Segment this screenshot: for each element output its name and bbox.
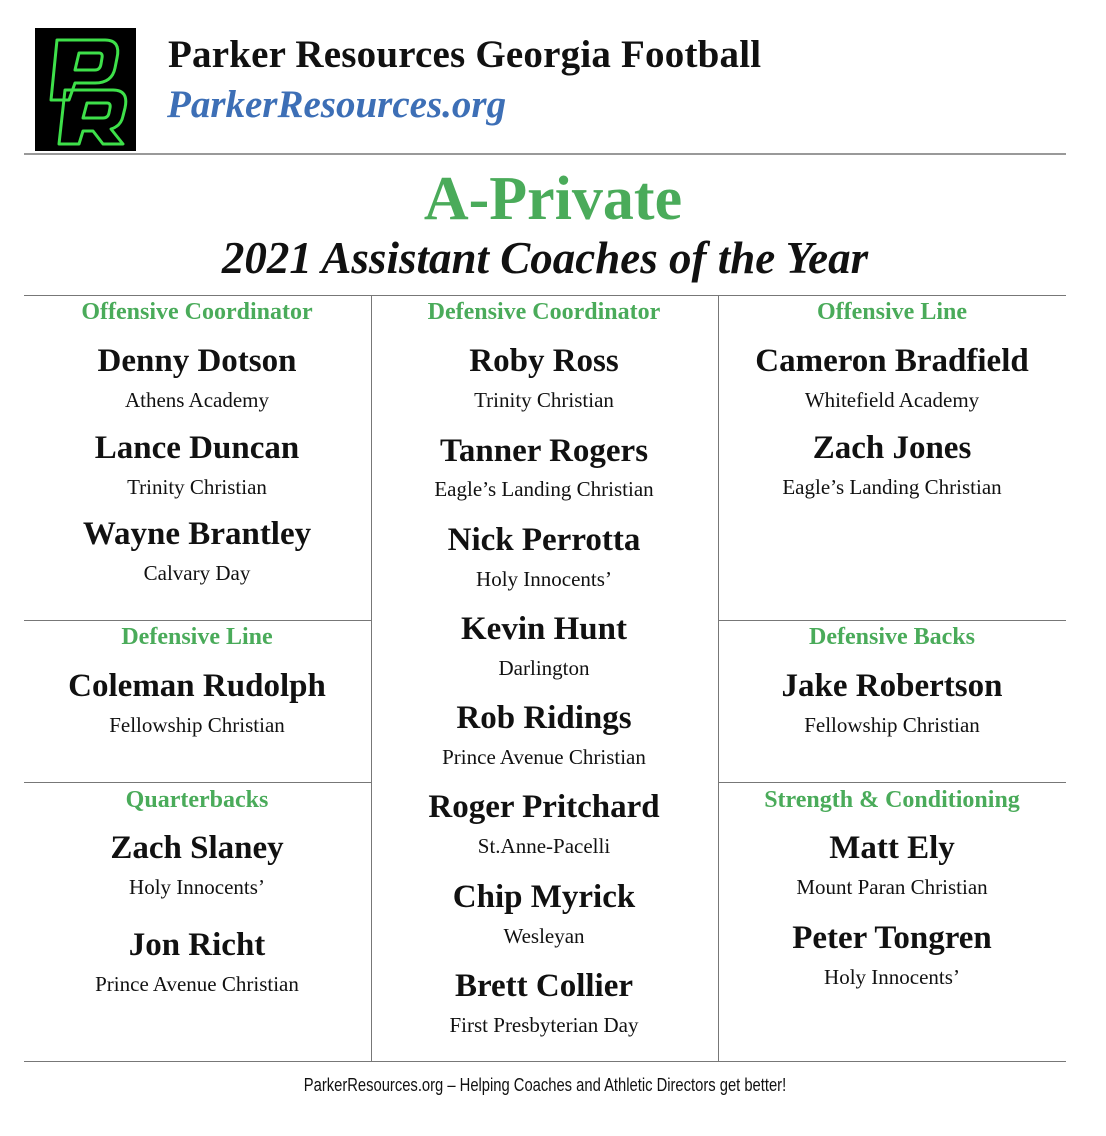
coach-school: First Presbyterian Day — [449, 1013, 639, 1037]
coach-name: Roby Ross — [469, 343, 619, 379]
footer-tagline: ParkerResources.org – Helping Coaches and Athletic Directors get better! — [303, 1075, 787, 1095]
division-title: A-Private — [423, 165, 683, 233]
coach-name: Jon Richt — [128, 927, 266, 963]
coach-name: Roger Pritchard — [428, 789, 660, 825]
org-title: Parker Resources Georgia Football — [168, 33, 762, 76]
coach-name: Peter Tongren — [792, 920, 992, 956]
coach-school: Fellowship Christian — [804, 713, 980, 737]
category-heading: Strength & Conditioning — [764, 787, 1020, 813]
coach-name: Wayne Brantley — [82, 516, 312, 552]
coach-name: Denny Dotson — [97, 343, 297, 379]
logo-mark — [35, 28, 136, 151]
category-heading: Defensive Line — [121, 624, 273, 650]
coach-school: Athens Academy — [124, 388, 270, 412]
coach-name: Zach Jones — [812, 430, 972, 466]
category-heading: Offensive Coordinator — [81, 299, 313, 325]
coach-name: Rob Ridings — [456, 700, 632, 736]
grid-top-rule — [24, 295, 1066, 296]
coach-school: Calvary Day — [143, 561, 251, 585]
coach-name: Coleman Rudolph — [68, 668, 326, 704]
coach-name: Nick Perrotta — [447, 522, 641, 558]
coach-name: Cameron Bradfield — [755, 343, 1029, 379]
coach-school: Wesleyan — [503, 924, 585, 948]
coach-name: Brett Collier — [454, 968, 634, 1004]
category-heading: Quarterbacks — [125, 787, 269, 813]
page-subtitle: 2021 Assistant Coaches of the Year — [221, 233, 869, 283]
left-section-divider-1 — [24, 620, 371, 621]
coach-school: Mount Paran Christian — [796, 875, 988, 899]
coach-school: Trinity Christian — [127, 475, 267, 499]
coach-name: Kevin Hunt — [461, 611, 627, 647]
grid-bottom-rule — [24, 1061, 1066, 1062]
coach-school: Holy Innocents’ — [129, 875, 265, 899]
coach-name: Tanner Rogers — [439, 433, 649, 469]
coach-school: Prince Avenue Christian — [95, 972, 299, 996]
coach-school: Holy Innocents’ — [476, 567, 612, 591]
category-heading: Defensive Coordinator — [427, 299, 661, 325]
coach-school: Whitefield Academy — [804, 388, 980, 412]
coach-school: Fellowship Christian — [109, 713, 285, 737]
category-heading: Offensive Line — [817, 299, 967, 325]
coach-name: Lance Duncan — [94, 430, 300, 466]
coach-name: Matt Ely — [829, 830, 955, 866]
coach-school: Eagle’s Landing Christian — [434, 477, 654, 501]
coach-name: Jake Robertson — [781, 668, 1003, 704]
coach-name: Zach Slaney — [110, 830, 284, 866]
coach-school: Eagle’s Landing Christian — [782, 475, 1002, 499]
coach-school: Prince Avenue Christian — [442, 745, 646, 769]
coach-school: Holy Innocents’ — [824, 965, 960, 989]
coach-school: Trinity Christian — [474, 388, 614, 412]
right-section-divider-1 — [718, 620, 1066, 621]
left-section-divider-2 — [24, 782, 371, 783]
coach-school: Darlington — [498, 656, 590, 680]
category-heading: Defensive Backs — [809, 624, 975, 650]
coach-name: Chip Myrick — [452, 879, 636, 915]
org-url-link[interactable]: ParkerResources.org — [167, 83, 507, 126]
header-divider — [24, 153, 1066, 155]
right-section-divider-2 — [718, 782, 1066, 783]
logo — [35, 28, 136, 151]
coach-school: St.Anne-Pacelli — [477, 834, 611, 858]
